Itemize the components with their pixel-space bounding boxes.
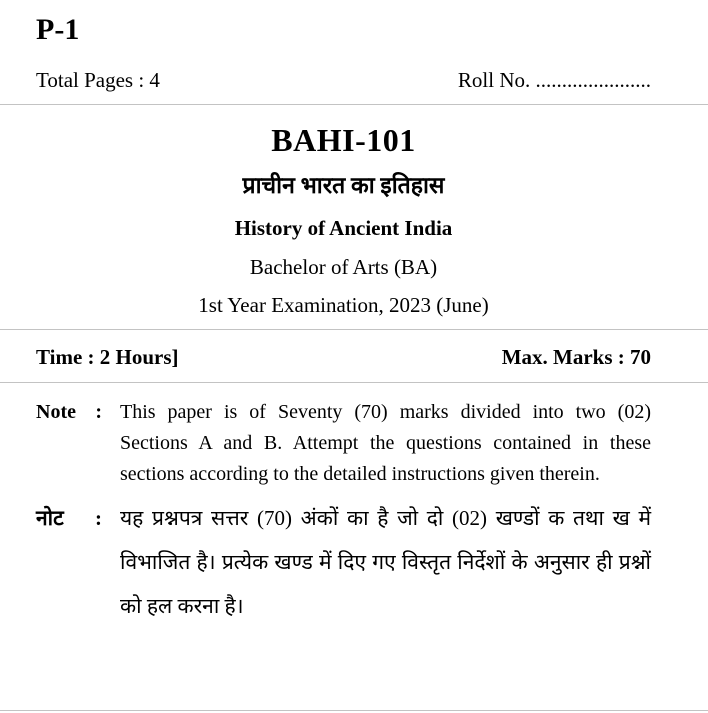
- note-english-label-colon: :: [95, 401, 102, 423]
- roll-no-field: Roll No. ......................: [457, 68, 651, 92]
- title-block: [0, 121, 708, 318]
- note-hindi-label-text: नोट: [36, 506, 64, 530]
- note-english-label-text: Note: [36, 401, 76, 423]
- note-hindi-label: [36, 496, 102, 628]
- note-english: [36, 397, 651, 490]
- divider-top: [0, 104, 708, 105]
- note-english-label: [36, 397, 102, 490]
- note-hindi-gap: [102, 496, 120, 628]
- note-english-gap: [102, 397, 120, 490]
- total-pages-label: Total Pages : 4: [36, 68, 160, 92]
- examination-session: 1st Year Examination, 2023 (June): [198, 293, 489, 317]
- time-marks-row: [36, 330, 651, 382]
- meta-row: [36, 68, 651, 104]
- program-name: Bachelor of Arts (BA): [249, 255, 438, 279]
- note-english-text: This paper is of Seventy (70) marks divided into two (02) Sections A and B. Attempt the questions contained in these sections according to the detailed instructions given therein.: [120, 401, 651, 485]
- time-allowed: Time : 2 Hours]: [36, 345, 179, 369]
- note-hindi: [36, 496, 651, 628]
- paper-code: P-1: [36, 13, 80, 46]
- note-hindi-text: यह प्रश्नपत्र सत्तर (70) अंकों का है जो दो (02) खण्डों क तथा ख में विभाजित है। प्रत्येक खण्ड में दिए गए विस्तृत निर्देशों के अनुसार ही प्रश्नों को हल करना है।: [120, 506, 651, 618]
- course-code: BAHI-101: [271, 122, 416, 158]
- divider-bottom: [0, 710, 708, 711]
- max-marks: Max. Marks : 70: [501, 345, 651, 369]
- divider-below-time: [0, 382, 708, 383]
- title-english: History of Ancient India: [234, 216, 453, 240]
- note-hindi-label-colon: :: [95, 506, 102, 530]
- title-hindi: प्राचीन भारत का इतिहास: [242, 173, 445, 198]
